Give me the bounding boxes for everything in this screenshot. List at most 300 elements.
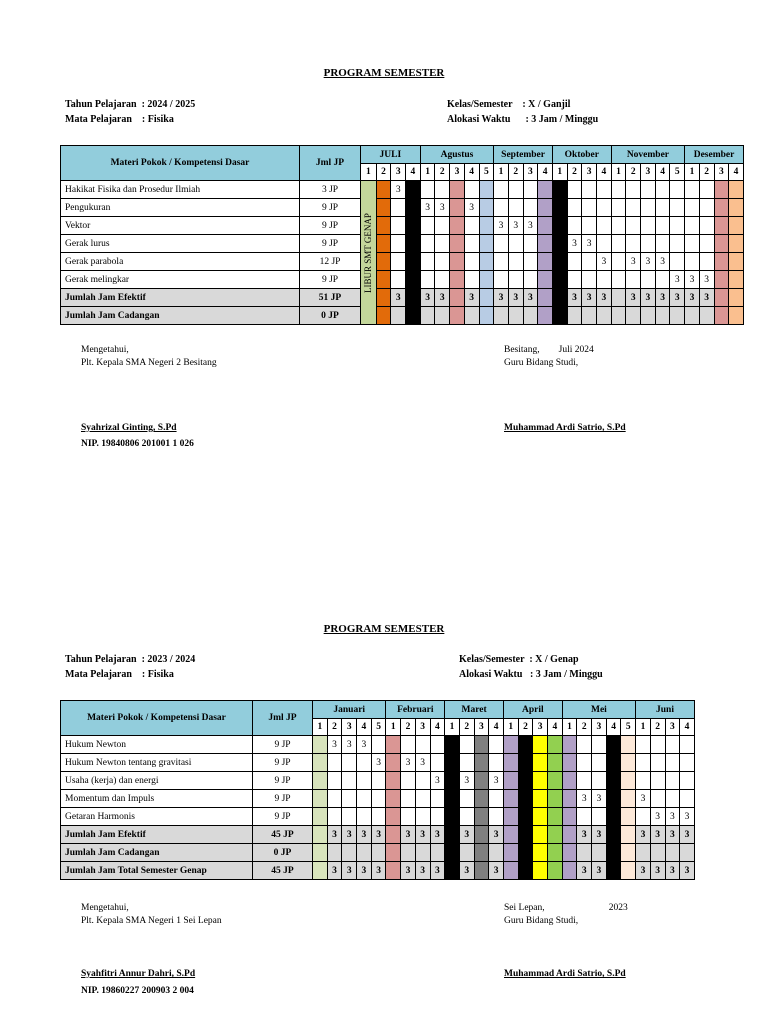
week-cell: 3 xyxy=(567,235,582,253)
table-row xyxy=(61,217,744,235)
week-cell xyxy=(641,181,656,199)
materi-cell: Jumlah Jam Efektif xyxy=(61,826,253,844)
week-cell xyxy=(729,235,744,253)
week-cell: 3 xyxy=(489,772,504,790)
week-cell xyxy=(415,736,430,754)
week-cell xyxy=(592,754,607,772)
week-cell: 3 xyxy=(489,862,504,880)
week-number: 4 xyxy=(464,164,479,181)
week-cell xyxy=(401,772,416,790)
week-cell xyxy=(523,235,538,253)
week-cell: 3 xyxy=(401,826,416,844)
materi-cell: Pengukuran xyxy=(61,199,300,217)
week-cell: 3 xyxy=(415,826,430,844)
week-cell xyxy=(714,199,729,217)
week-cell xyxy=(611,289,626,307)
week-cell xyxy=(435,217,450,235)
week-cell xyxy=(582,181,597,199)
week-cell xyxy=(562,826,577,844)
week-cell xyxy=(401,844,416,862)
week-cell xyxy=(621,736,636,754)
week-cell xyxy=(655,217,670,235)
jp-cell: 0 JP xyxy=(253,844,313,862)
week-cell xyxy=(376,199,391,217)
week-cell xyxy=(435,181,450,199)
week-cell: 3 xyxy=(435,289,450,307)
week-cell xyxy=(406,307,421,325)
week-cell xyxy=(357,808,372,826)
week-cell xyxy=(577,772,592,790)
week-cell xyxy=(450,217,465,235)
week-number: 4 xyxy=(680,719,695,736)
materi-cell: Jumlah Jam Efektif xyxy=(61,289,300,307)
week-cell xyxy=(699,307,714,325)
week-cell xyxy=(567,217,582,235)
week-cell xyxy=(450,289,465,307)
week-cell xyxy=(606,754,621,772)
week-cell xyxy=(430,736,445,754)
week-number: 3 xyxy=(592,719,607,736)
week-cell xyxy=(450,253,465,271)
jp-cell: 9 JP xyxy=(253,736,313,754)
week-cell xyxy=(577,844,592,862)
table-row xyxy=(61,181,744,199)
week-cell xyxy=(474,808,489,826)
week-cell xyxy=(342,844,357,862)
week-cell: 3 xyxy=(680,826,695,844)
week-cell xyxy=(523,271,538,289)
materi-cell: Gerak lurus xyxy=(61,235,300,253)
week-cell xyxy=(420,181,435,199)
doc1-title: PROGRAM SEMESTER xyxy=(323,67,445,79)
week-cell xyxy=(548,736,563,754)
week-cell xyxy=(357,754,372,772)
week-cell xyxy=(577,808,592,826)
week-cell xyxy=(518,754,533,772)
week-cell: 3 xyxy=(420,289,435,307)
week-number: 1 xyxy=(445,719,460,736)
week-cell xyxy=(464,235,479,253)
doc1-sign-left-2: Plt. Kepala SMA Negeri 2 Besitang xyxy=(81,358,217,368)
week-cell xyxy=(435,235,450,253)
week-cell xyxy=(371,808,386,826)
jp-cell: 9 JP xyxy=(300,217,361,235)
week-cell xyxy=(577,736,592,754)
week-cell xyxy=(621,808,636,826)
week-cell xyxy=(313,844,328,862)
week-cell xyxy=(597,307,612,325)
week-number: 3 xyxy=(582,164,597,181)
week-cell xyxy=(611,199,626,217)
week-cell xyxy=(479,181,494,199)
week-cell xyxy=(577,754,592,772)
week-cell xyxy=(474,862,489,880)
month-header: Februari xyxy=(386,701,445,719)
week-cell xyxy=(533,808,548,826)
week-cell xyxy=(641,271,656,289)
week-cell xyxy=(685,253,700,271)
week-cell xyxy=(562,772,577,790)
week-cell xyxy=(592,736,607,754)
week-cell xyxy=(650,772,665,790)
week-cell: 3 xyxy=(494,217,509,235)
month-header: September xyxy=(494,146,553,164)
week-cell: 3 xyxy=(592,826,607,844)
week-cell: 3 xyxy=(582,235,597,253)
week-number: 4 xyxy=(655,164,670,181)
week-cell xyxy=(342,754,357,772)
week-cell xyxy=(518,736,533,754)
table-row xyxy=(61,253,744,271)
doc1-time: Alokasi Waktu : 3 Jam / Minggu xyxy=(447,114,599,125)
week-cell xyxy=(508,253,523,271)
week-cell xyxy=(386,826,401,844)
week-cell xyxy=(415,790,430,808)
week-cell xyxy=(450,307,465,325)
week-cell xyxy=(670,181,685,199)
week-cell xyxy=(680,790,695,808)
week-cell: 3 xyxy=(415,862,430,880)
week-cell xyxy=(533,754,548,772)
week-cell xyxy=(508,181,523,199)
week-cell xyxy=(548,790,563,808)
week-cell xyxy=(729,199,744,217)
jp-cell: 45 JP xyxy=(253,826,313,844)
week-cell xyxy=(371,736,386,754)
jp-cell: 12 JP xyxy=(300,253,361,271)
week-cell xyxy=(489,844,504,862)
week-cell xyxy=(479,235,494,253)
table-row xyxy=(61,826,695,844)
week-number: 1 xyxy=(386,719,401,736)
week-cell xyxy=(548,844,563,862)
week-cell xyxy=(538,253,553,271)
week-cell xyxy=(420,217,435,235)
week-cell xyxy=(670,199,685,217)
week-cell xyxy=(606,790,621,808)
week-cell xyxy=(552,307,567,325)
week-number: 4 xyxy=(430,719,445,736)
week-cell xyxy=(313,826,328,844)
week-cell xyxy=(386,844,401,862)
week-cell xyxy=(342,772,357,790)
holiday-label-text: LIBUR SMT GENAP xyxy=(363,212,373,293)
week-cell xyxy=(479,289,494,307)
week-cell xyxy=(567,199,582,217)
week-number: 1 xyxy=(636,719,651,736)
doc1-name-left: Syahrizal Ginting, S.Pd xyxy=(81,423,177,433)
week-cell xyxy=(391,253,406,271)
week-cell xyxy=(464,181,479,199)
week-cell: 3 xyxy=(357,862,372,880)
week-cell: 3 xyxy=(342,736,357,754)
materi-cell: Jumlah Jam Total Semester Genap xyxy=(61,862,253,880)
week-cell xyxy=(479,271,494,289)
week-cell: 3 xyxy=(680,808,695,826)
week-cell xyxy=(621,844,636,862)
week-cell xyxy=(597,271,612,289)
week-cell xyxy=(665,736,680,754)
week-cell xyxy=(435,271,450,289)
week-cell xyxy=(655,199,670,217)
week-cell xyxy=(406,199,421,217)
week-cell: 3 xyxy=(494,289,509,307)
week-cell: 3 xyxy=(699,289,714,307)
jp-cell: 3 JP xyxy=(300,181,361,199)
week-cell xyxy=(626,271,641,289)
header-materi: Materi Pokok / Kompetensi Dasar xyxy=(61,701,253,736)
week-cell xyxy=(479,199,494,217)
week-cell xyxy=(621,826,636,844)
materi-cell: Jumlah Jam Cadangan xyxy=(61,307,300,325)
week-cell xyxy=(680,772,695,790)
week-cell xyxy=(611,271,626,289)
month-header: Desember xyxy=(685,146,744,164)
week-cell xyxy=(391,235,406,253)
week-number: 2 xyxy=(376,164,391,181)
week-cell: 3 xyxy=(650,808,665,826)
week-cell: 3 xyxy=(464,199,479,217)
week-cell xyxy=(655,235,670,253)
week-cell xyxy=(621,754,636,772)
week-cell xyxy=(552,181,567,199)
week-cell xyxy=(626,235,641,253)
week-cell xyxy=(518,826,533,844)
week-cell xyxy=(474,772,489,790)
week-cell xyxy=(621,862,636,880)
week-cell xyxy=(401,808,416,826)
week-cell xyxy=(459,754,474,772)
week-cell xyxy=(489,736,504,754)
header-materi: Materi Pokok / Kompetensi Dasar xyxy=(61,146,300,181)
doc2-name-left: Syahfitri Annur Dahri, S.Pd xyxy=(81,969,196,979)
doc2-nip-left: NIP. 19860227 200903 2 004 xyxy=(81,986,194,996)
week-cell: 3 xyxy=(636,790,651,808)
week-cell xyxy=(489,790,504,808)
week-cell xyxy=(489,808,504,826)
week-cell xyxy=(538,235,553,253)
table-row xyxy=(61,754,695,772)
week-cell xyxy=(562,736,577,754)
week-cell xyxy=(606,808,621,826)
week-cell xyxy=(636,844,651,862)
week-cell xyxy=(450,235,465,253)
week-cell: 3 xyxy=(685,289,700,307)
week-cell xyxy=(503,862,518,880)
week-cell xyxy=(729,271,744,289)
week-cell xyxy=(680,754,695,772)
month-header: JULI xyxy=(361,146,421,164)
week-number: 3 xyxy=(474,719,489,736)
doc2-time: Alokasi Waktu : 3 Jam / Minggu xyxy=(459,669,603,680)
doc1-class: Kelas/Semester : X / Ganjil xyxy=(447,99,571,110)
week-cell xyxy=(445,772,460,790)
week-number: 3 xyxy=(391,164,406,181)
week-cell xyxy=(636,772,651,790)
week-cell xyxy=(552,271,567,289)
week-cell xyxy=(680,736,695,754)
week-cell xyxy=(533,862,548,880)
week-cell: 3 xyxy=(420,199,435,217)
week-cell xyxy=(714,217,729,235)
week-cell xyxy=(391,217,406,235)
week-cell: 3 xyxy=(371,826,386,844)
week-cell xyxy=(533,844,548,862)
header-jml-jp: Jml JP xyxy=(300,146,361,181)
week-cell xyxy=(567,271,582,289)
month-header: Juni xyxy=(636,701,695,719)
week-cell: 3 xyxy=(430,772,445,790)
week-cell xyxy=(714,307,729,325)
week-cell xyxy=(503,844,518,862)
week-cell xyxy=(538,271,553,289)
doc1-sign-left-1: Mengetahui, xyxy=(81,345,129,355)
week-cell xyxy=(376,253,391,271)
week-cell xyxy=(611,235,626,253)
week-cell xyxy=(714,253,729,271)
jp-cell: 0 JP xyxy=(300,307,361,325)
week-cell: 3 xyxy=(327,736,342,754)
week-cell: 3 xyxy=(650,826,665,844)
week-cell xyxy=(582,307,597,325)
week-cell xyxy=(342,808,357,826)
week-cell xyxy=(714,181,729,199)
table-row xyxy=(61,808,695,826)
doc2-class: Kelas/Semester : X / Genap xyxy=(459,654,579,665)
week-number: 3 xyxy=(641,164,656,181)
week-cell xyxy=(406,181,421,199)
week-cell xyxy=(606,826,621,844)
doc1-sign-right-1: Besitang, Juli 2024 xyxy=(504,345,594,355)
week-cell xyxy=(445,844,460,862)
week-number: 4 xyxy=(548,719,563,736)
week-cell xyxy=(641,217,656,235)
week-number: 3 xyxy=(523,164,538,181)
week-number: 1 xyxy=(503,719,518,736)
doc2-title: PROGRAM SEMESTER xyxy=(323,623,445,635)
week-cell xyxy=(518,862,533,880)
week-cell xyxy=(533,790,548,808)
week-cell xyxy=(420,253,435,271)
week-cell xyxy=(430,790,445,808)
week-number: 2 xyxy=(650,719,665,736)
week-cell xyxy=(313,754,328,772)
week-cell xyxy=(538,217,553,235)
week-cell xyxy=(592,844,607,862)
week-cell: 3 xyxy=(430,862,445,880)
week-cell xyxy=(523,307,538,325)
week-cell: 3 xyxy=(670,289,685,307)
week-number: 2 xyxy=(626,164,641,181)
week-cell xyxy=(406,235,421,253)
doc2-schedule-table xyxy=(60,700,695,880)
week-cell: 3 xyxy=(401,754,416,772)
week-cell xyxy=(665,844,680,862)
doc2-sign-left-2: Plt. Kepala SMA Negeri 1 Sei Lepan xyxy=(81,916,222,926)
week-cell: 3 xyxy=(327,826,342,844)
week-number: 4 xyxy=(406,164,421,181)
week-cell xyxy=(503,808,518,826)
week-cell xyxy=(391,199,406,217)
week-cell xyxy=(552,289,567,307)
week-cell xyxy=(464,217,479,235)
week-number: 2 xyxy=(699,164,714,181)
week-cell xyxy=(582,253,597,271)
table-row xyxy=(61,307,744,325)
week-cell: 3 xyxy=(641,289,656,307)
week-cell xyxy=(699,235,714,253)
week-cell xyxy=(626,307,641,325)
week-number: 3 xyxy=(714,164,729,181)
week-number: 1 xyxy=(494,164,509,181)
week-cell xyxy=(538,289,553,307)
week-cell xyxy=(597,217,612,235)
week-cell: 3 xyxy=(567,289,582,307)
week-cell xyxy=(327,808,342,826)
week-cell: 3 xyxy=(415,754,430,772)
week-cell xyxy=(518,772,533,790)
week-cell xyxy=(523,181,538,199)
week-cell xyxy=(494,271,509,289)
week-cell xyxy=(626,217,641,235)
week-cell xyxy=(533,736,548,754)
doc2-subject: Mata Pelajaran : Fisika xyxy=(65,669,174,680)
month-header: Maret xyxy=(445,701,504,719)
week-cell: 3 xyxy=(371,754,386,772)
week-cell xyxy=(670,235,685,253)
week-cell xyxy=(494,307,509,325)
week-number: 5 xyxy=(479,164,494,181)
week-cell: 3 xyxy=(459,862,474,880)
week-number: 2 xyxy=(518,719,533,736)
week-cell xyxy=(376,235,391,253)
week-cell xyxy=(459,736,474,754)
week-cell xyxy=(494,199,509,217)
jp-cell: 9 JP xyxy=(300,271,361,289)
week-cell: 3 xyxy=(685,271,700,289)
week-cell xyxy=(548,754,563,772)
week-cell xyxy=(494,235,509,253)
week-cell xyxy=(641,199,656,217)
doc2-sign-right-2: Guru Bidang Studi, xyxy=(504,916,579,926)
week-cell xyxy=(699,217,714,235)
week-cell xyxy=(699,181,714,199)
week-cell xyxy=(435,253,450,271)
week-cell xyxy=(313,772,328,790)
week-cell: 3 xyxy=(508,289,523,307)
week-number: 5 xyxy=(670,164,685,181)
week-cell xyxy=(406,217,421,235)
week-cell xyxy=(567,181,582,199)
week-cell: 3 xyxy=(641,253,656,271)
week-cell xyxy=(729,217,744,235)
week-cell xyxy=(386,736,401,754)
week-number: 5 xyxy=(371,719,386,736)
week-cell xyxy=(450,181,465,199)
week-cell xyxy=(371,844,386,862)
week-cell: 3 xyxy=(357,736,372,754)
week-cell xyxy=(562,844,577,862)
week-cell xyxy=(538,181,553,199)
week-cell: 3 xyxy=(327,862,342,880)
week-cell xyxy=(464,271,479,289)
week-number: 3 xyxy=(342,719,357,736)
week-number: 3 xyxy=(533,719,548,736)
materi-cell: Momentum dan Impuls xyxy=(61,790,253,808)
materi-cell: Hukum Newton xyxy=(61,736,253,754)
table-row xyxy=(61,736,695,754)
week-cell: 3 xyxy=(626,289,641,307)
